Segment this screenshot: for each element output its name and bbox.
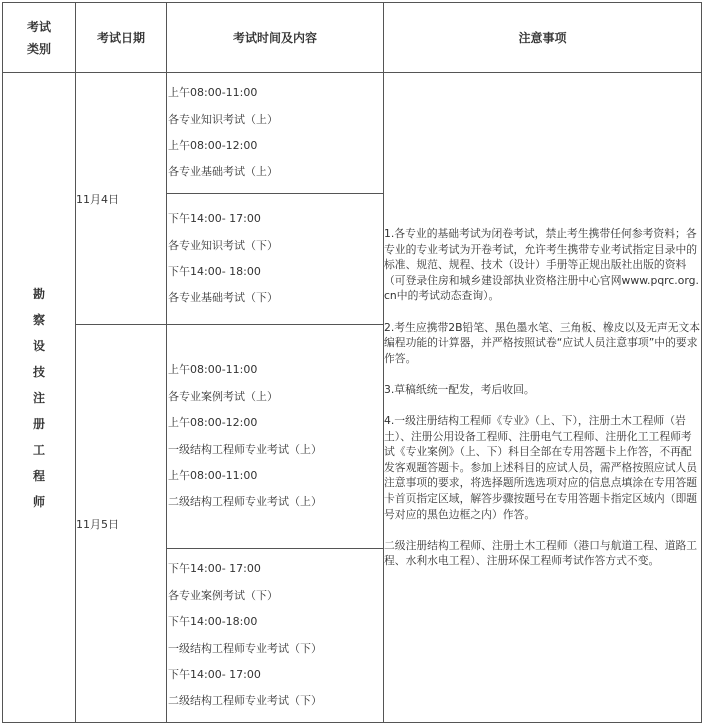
note-paragraph: 1.各专业的基础考试为闭卷考试，禁止考生携带任何参考资料；各专业的专业考试为开卷考试，允许考生携带专业考试指定目录中的标准、规范、规程、技术（设计）手册等正规出版社出版的资料（可登录住房和城乡建设部执业资格注册中心官网www.pqrc.org.cn中的考试动态查询）。 bbox=[384, 226, 699, 303]
category-char: 察 bbox=[32, 312, 45, 327]
header-row bbox=[3, 3, 702, 73]
category-char: 勘 bbox=[32, 286, 45, 301]
exam-date: 11月5日 bbox=[76, 325, 167, 723]
table-row bbox=[3, 73, 702, 194]
schedule-line: 各专业案例考试（上） bbox=[168, 389, 278, 403]
note-paragraph: 二级注册结构工程师、注册土木工程师（港口与航道工程、道路工程、水利水电工程）、注册环保工程师考试作答方式不变。 bbox=[384, 538, 698, 568]
schedule-line: 上午08:00-12:00 bbox=[168, 139, 258, 152]
schedule-line: 各专业基础考试（下） bbox=[168, 291, 278, 305]
category-char: 注 bbox=[32, 390, 45, 405]
schedule-line: 下午14:00- 17:00 bbox=[168, 212, 261, 226]
schedule-line: 各专业知识考试（上） bbox=[168, 112, 278, 126]
schedule-line: 各专业基础考试（上） bbox=[168, 165, 278, 179]
schedule-line: 上午08:00-12:00 bbox=[168, 416, 258, 430]
header-date: 考试日期 bbox=[76, 3, 167, 73]
category-char: 师 bbox=[32, 494, 45, 509]
note-paragraph: 4.一级注册结构工程师《专业》（上、下），注册土木工程师（岩土）、注册公用设备工程师、注册电气工程师、注册化工工程师考试《专业案例》（上、下）科目全部在专用答题卡上作答，不再配发客观题答题卡。参加上述科目的应试人员，需严格按照应试人员注意事项的要求，将选择题所选选项对应的信息点填涂在专用答题卡首页指定区域，解答步骤按题号在专用答题卡指定区域内（即题号对应的黑色边框之内）作答。 bbox=[384, 414, 698, 521]
note-paragraph: 2.考生应携带2B铅笔、黑色墨水笔、三角板、橡皮以及无声无文本编程功能的计算器，并严格按照试卷“应试人员注意事项”中的要求作答。 bbox=[384, 320, 701, 365]
category-char: 册 bbox=[32, 416, 45, 431]
schedule-block bbox=[167, 325, 384, 549]
schedule-line: 二级结构工程师专业考试（下） bbox=[168, 694, 322, 708]
schedule-line: 一级结构工程师专业考试（下） bbox=[168, 641, 322, 655]
schedule-line: 二级结构工程师专业考试（上） bbox=[168, 495, 322, 509]
schedule-block bbox=[167, 194, 384, 325]
category-char: 程 bbox=[32, 468, 45, 483]
schedule-line: 下午14:00- 17:00 bbox=[168, 562, 261, 576]
category-char: 技 bbox=[32, 364, 45, 379]
schedule-line: 下午14:00-18:00 bbox=[168, 615, 258, 629]
exam-date: 11月4日 bbox=[76, 73, 167, 325]
exam-schedule-table bbox=[2, 2, 702, 723]
header-notes: 注意事项 bbox=[384, 3, 702, 73]
notes-cell bbox=[384, 73, 702, 723]
schedule-line: 上午08:00-11:00 bbox=[168, 86, 258, 100]
schedule-line: 下午14:00- 18:00 bbox=[168, 265, 261, 278]
schedule-line: 上午08:00-11:00 bbox=[168, 468, 258, 482]
schedule-block bbox=[167, 73, 384, 194]
schedule-line: 各专业案例考试（下） bbox=[168, 588, 278, 602]
category-char: 设 bbox=[32, 338, 45, 353]
note-paragraph: 3.草稿纸统一配发，考后收回。 bbox=[384, 382, 535, 396]
category-char: 工 bbox=[32, 442, 45, 457]
schedule-line: 下午14:00- 17:00 bbox=[168, 667, 261, 681]
schedule-block bbox=[167, 549, 384, 723]
schedule-line: 上午08:00-11:00 bbox=[168, 363, 258, 377]
exam-category bbox=[3, 73, 76, 723]
header-category: 考试类别 bbox=[3, 3, 76, 73]
schedule-line: 各专业知识考试（下） bbox=[168, 238, 278, 252]
schedule-line: 一级结构工程师专业考试（上） bbox=[168, 442, 322, 456]
header-content: 考试时间及内容 bbox=[167, 3, 384, 73]
